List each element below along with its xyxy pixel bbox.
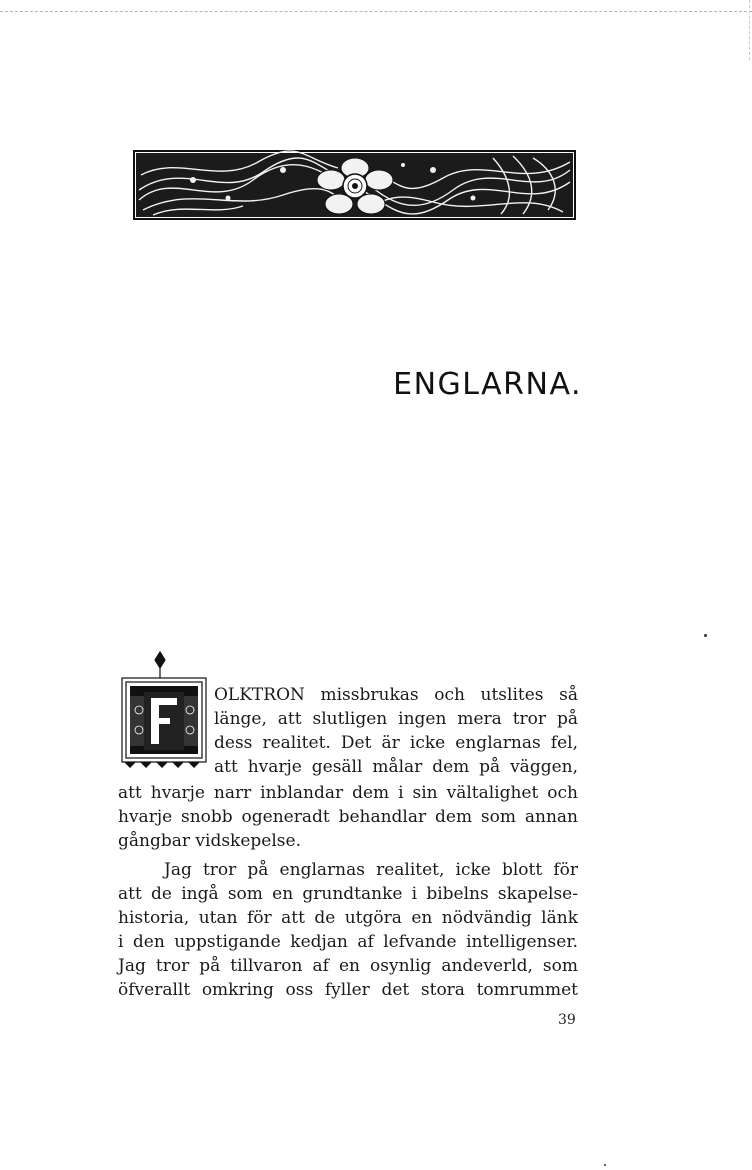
ornamental-initial-f bbox=[118, 650, 212, 770]
text-line: öfverallt omkring oss fyller det stora tomrummet bbox=[118, 980, 578, 1000]
page-number: 39 bbox=[558, 1012, 576, 1028]
text-line: dess realitet. Det är icke englarnas fel, bbox=[214, 733, 578, 753]
text-line: i den uppstigande kedjan af lefvande intelligenser. bbox=[118, 932, 578, 952]
scan-edge-line bbox=[749, 0, 750, 60]
scan-border-line bbox=[0, 11, 752, 12]
text-line: hvarje snobb ogeneradt behandlar dem som annan bbox=[118, 807, 578, 827]
text-line: historia, utan för att de utgöra en nödvändig länk bbox=[118, 908, 578, 928]
text-line: länge, att slutligen ingen mera tror på bbox=[214, 709, 578, 729]
text-line: att de ingå som en grundtanke i bibelns skapelse- bbox=[118, 884, 578, 904]
text-line: Jag tror på tillvaron af en osynlig andeverld, som bbox=[118, 956, 578, 976]
text-line: att hvarje gesäll målar dem på väggen, bbox=[214, 757, 578, 777]
scan-speck bbox=[604, 1164, 606, 1166]
scan-speck bbox=[704, 634, 707, 637]
floral-headpiece-ornament bbox=[133, 150, 576, 220]
text-line: OLKTRON missbrukas och utslites så bbox=[214, 685, 578, 705]
text-line: att hvarje narr inblandar dem i sin vältalighet och bbox=[118, 783, 578, 803]
text-line: gångbar vidskepelse. bbox=[118, 831, 301, 851]
text-line: Jag tror på englarnas realitet, icke blott för bbox=[164, 860, 578, 880]
chapter-title: ENGLARNA. bbox=[393, 367, 582, 402]
